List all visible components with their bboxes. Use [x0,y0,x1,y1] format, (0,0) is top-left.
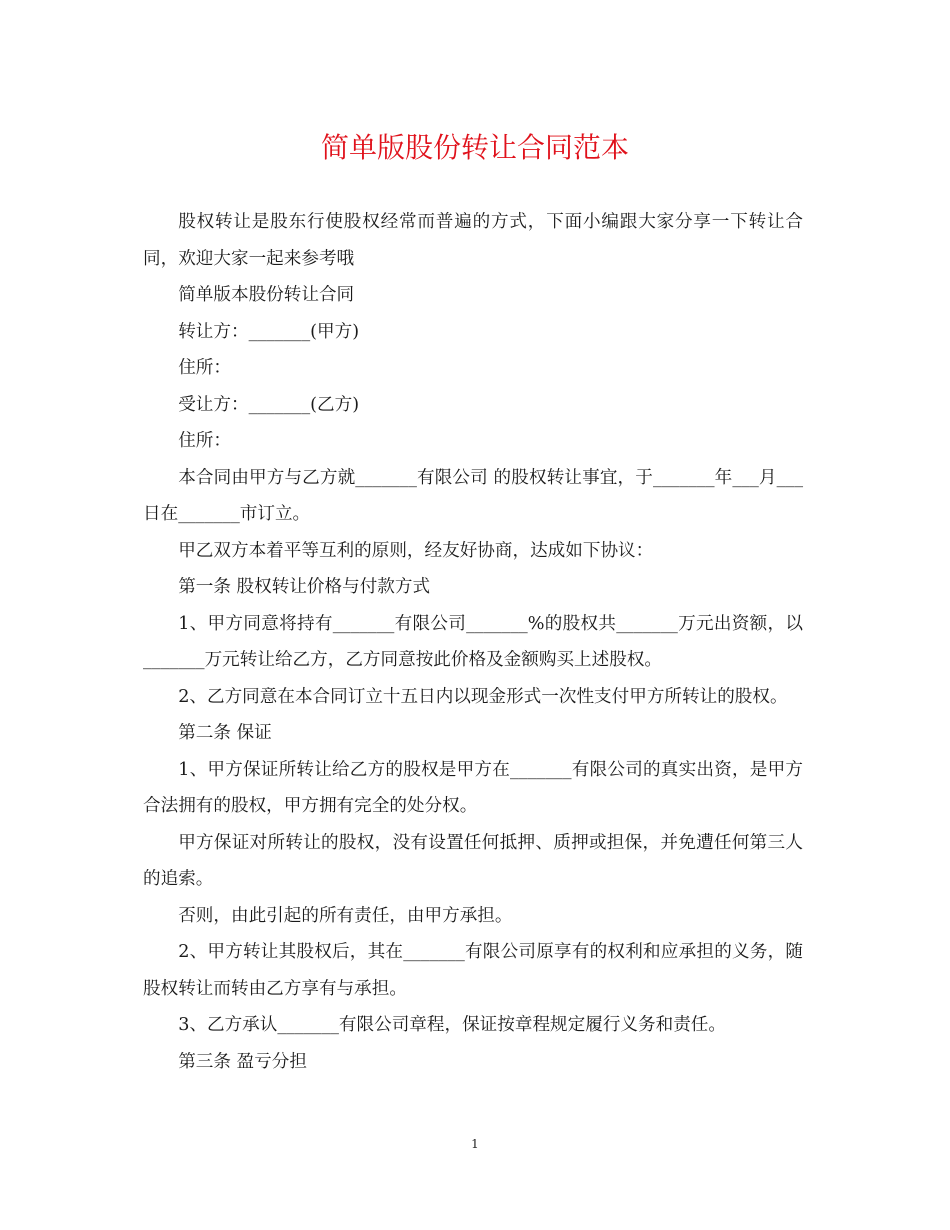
article-2-clause-2: 2、甲方转让其股权后，其在_______有限公司原享有的权利和应承担的义务，随股权转让而转由乙方享有与承担。 [143,942,803,999]
article-1-clause-2: 2、乙方同意在本合同订立十五日内以现金形式一次性支付甲方所转让的股权。 [178,686,788,707]
document-body [143,204,803,1080]
article-1-clause-1: 1、甲方同意将持有_______有限公司_______%的股权共_______万元出资额，以_______万元转让给乙方，乙方同意按此价格及金额购买上述股权。 [143,613,803,670]
paragraph-transferor-address: 住所： [178,358,231,378]
article-1-heading: 第一条 股权转让价格与付款方式 [178,577,431,597]
article-2-liability: 否则，由此引起的所有责任，由甲方承担。 [178,905,513,926]
paragraph-transferor: 转让方：_______(甲方) [178,321,360,342]
paragraph-intro: 股权转让是股东行使股权经常而普遍的方式，下面小编跟大家分享一下转让合同，欢迎大家一起来参考哦 [143,212,803,269]
article-2-heading: 第二条 保证 [178,723,272,743]
article-2-clause-3: 3、乙方承认_______有限公司章程，保证按章程规定履行义务和责任。 [178,1015,726,1035]
paragraph-agreement: 甲乙双方本着平等互利的原则，经友好协商，达成如下协议： [178,540,654,561]
article-2-clause-1: 1、甲方保证所转让给乙方的股权是甲方在_______有限公司的真实出资，是甲方合法拥有的股权，甲方拥有完全的处分权。 [143,759,803,816]
paragraph-contract-basis: 本合同由甲方与乙方就_______有限公司 的股权转让事宜，于_______年___月___日在_______市订立。 [143,467,803,524]
paragraph-transferee-address: 住所： [178,431,231,451]
paragraph-subtitle: 简单版本股份转让合同 [178,285,355,305]
article-3-heading: 第三条 盈亏分担 [178,1051,307,1072]
article-2-guarantee: 甲方保证对所转让的股权，没有设置任何抵押、质押或担保，并免遭任何第三人的追索。 [143,832,803,889]
document-title: 简单版股份转让合同范本 [320,131,629,164]
paragraph-transferee: 受让方：_______(乙方) [178,394,360,415]
page-number: 1 [471,1137,479,1151]
